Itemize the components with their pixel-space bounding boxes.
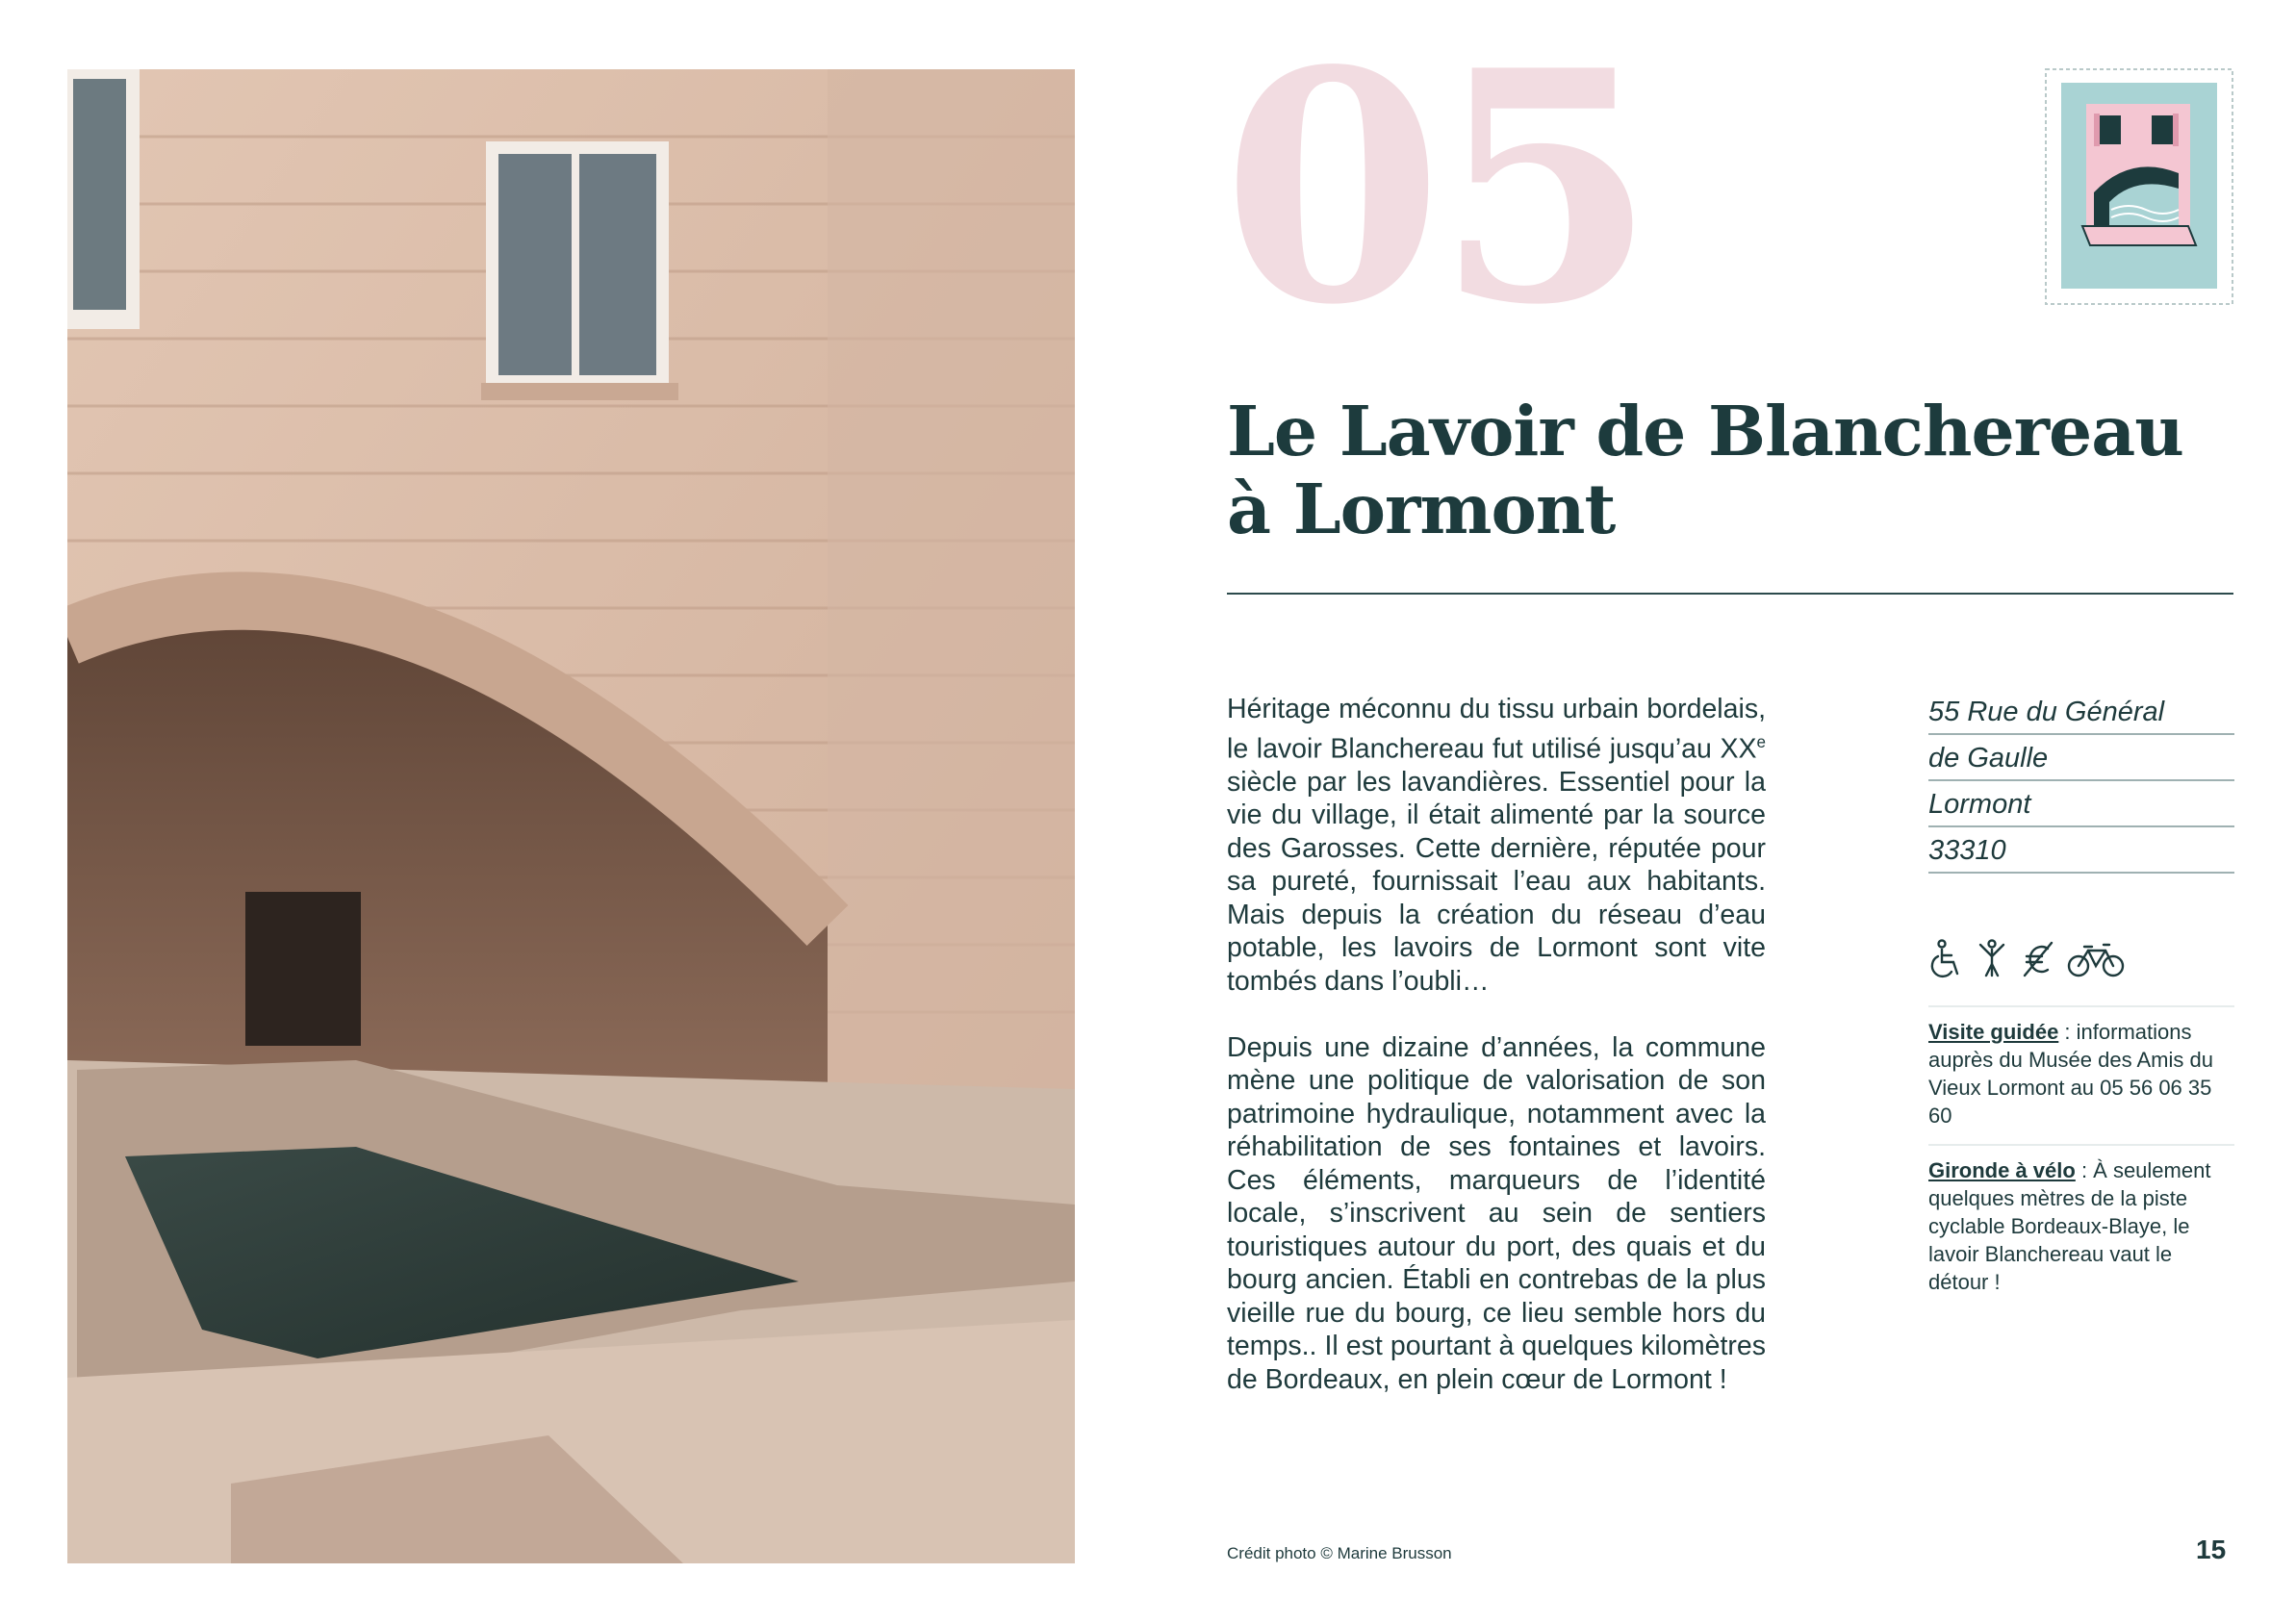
superscript: e (1756, 732, 1766, 751)
body-paragraph-1 (1227, 693, 1766, 998)
photo-credit: Crédit photo © Marine Brusson (1227, 1544, 1452, 1562)
divider (1928, 1005, 2234, 1007)
free-euro-icon (2021, 939, 2055, 979)
wheelchair-accessible-icon (1928, 939, 1963, 979)
title-divider (1227, 593, 2233, 595)
address-line: de Gaulle (1928, 737, 2234, 781)
bike-info (1928, 1156, 2234, 1296)
address-line: 33310 (1928, 829, 2234, 874)
body-paragraph-1-part-2: siècle par les lavandières. Essentiel pour la vie du village, il était alimenté par la source des Garosses. Cette dernière, réputée pour sa pureté, fournissait l’eau aux habitants. Mais depuis la création du réseau d’eau potable, les lavoirs de Lormont sont vite tombés dans l’oubli… (1227, 766, 1766, 997)
place-number: 05 (1222, 1, 1649, 374)
address-block (1928, 691, 2234, 875)
guided-tour-text: : informations auprès du Musée des Amis du Vieux Lormont au 05 56 06 35 60 (1928, 1020, 2213, 1128)
bike-text: : À seulement quelques mètres de la piste cyclable Bordeaux-Blaye, le lavoir Blanchereau vaut le détour ! (1928, 1158, 2211, 1294)
guided-tour-info (1928, 1018, 2234, 1129)
lavoir-photo (67, 69, 1075, 1563)
title-line-2: à Lormont (1227, 469, 1616, 549)
address-line: Lormont (1928, 783, 2234, 827)
bike-label: Gironde à vélo (1928, 1158, 2076, 1182)
bicycle-icon (2067, 939, 2125, 979)
page-number: 15 (2196, 1535, 2227, 1564)
divider (1928, 1144, 2234, 1146)
body-paragraph-2: Depuis une dizaine d’années, la commune mène une politique de valorisation de son patrimoine hydraulique, notamment avec la réhabilitation de ses fontaines et lavoirs. Ces éléments, marqueurs de l’identité locale, s’inscrivent au sein de sentiers touristiques autour du port, des quais et du bourg ancien. Établi en contrebas de la plus vieille rue du bourg, ce lieu semble hors du temps.. Il est pourtant à quelques kilomètres de Bordeaux, en plein cœur de Lormont ! (1227, 1031, 1766, 1395)
guided-tour-label: Visite guidée (1928, 1020, 2059, 1044)
title-line-1: Le Lavoir de Blanchereau (1227, 391, 2183, 471)
amenity-icons (1928, 939, 2125, 979)
address-line: 55 Rue du Général (1928, 691, 2234, 735)
article-body (1227, 693, 1766, 1430)
page-title (1227, 393, 2189, 548)
stamp-illustration (2044, 67, 2234, 306)
body-paragraph-1-part-1: Héritage méconnu du tissu urbain bordelais, le lavoir Blanchereau fut utilisé jusqu’au XX (1227, 694, 1766, 764)
family-icon (1975, 939, 2009, 979)
